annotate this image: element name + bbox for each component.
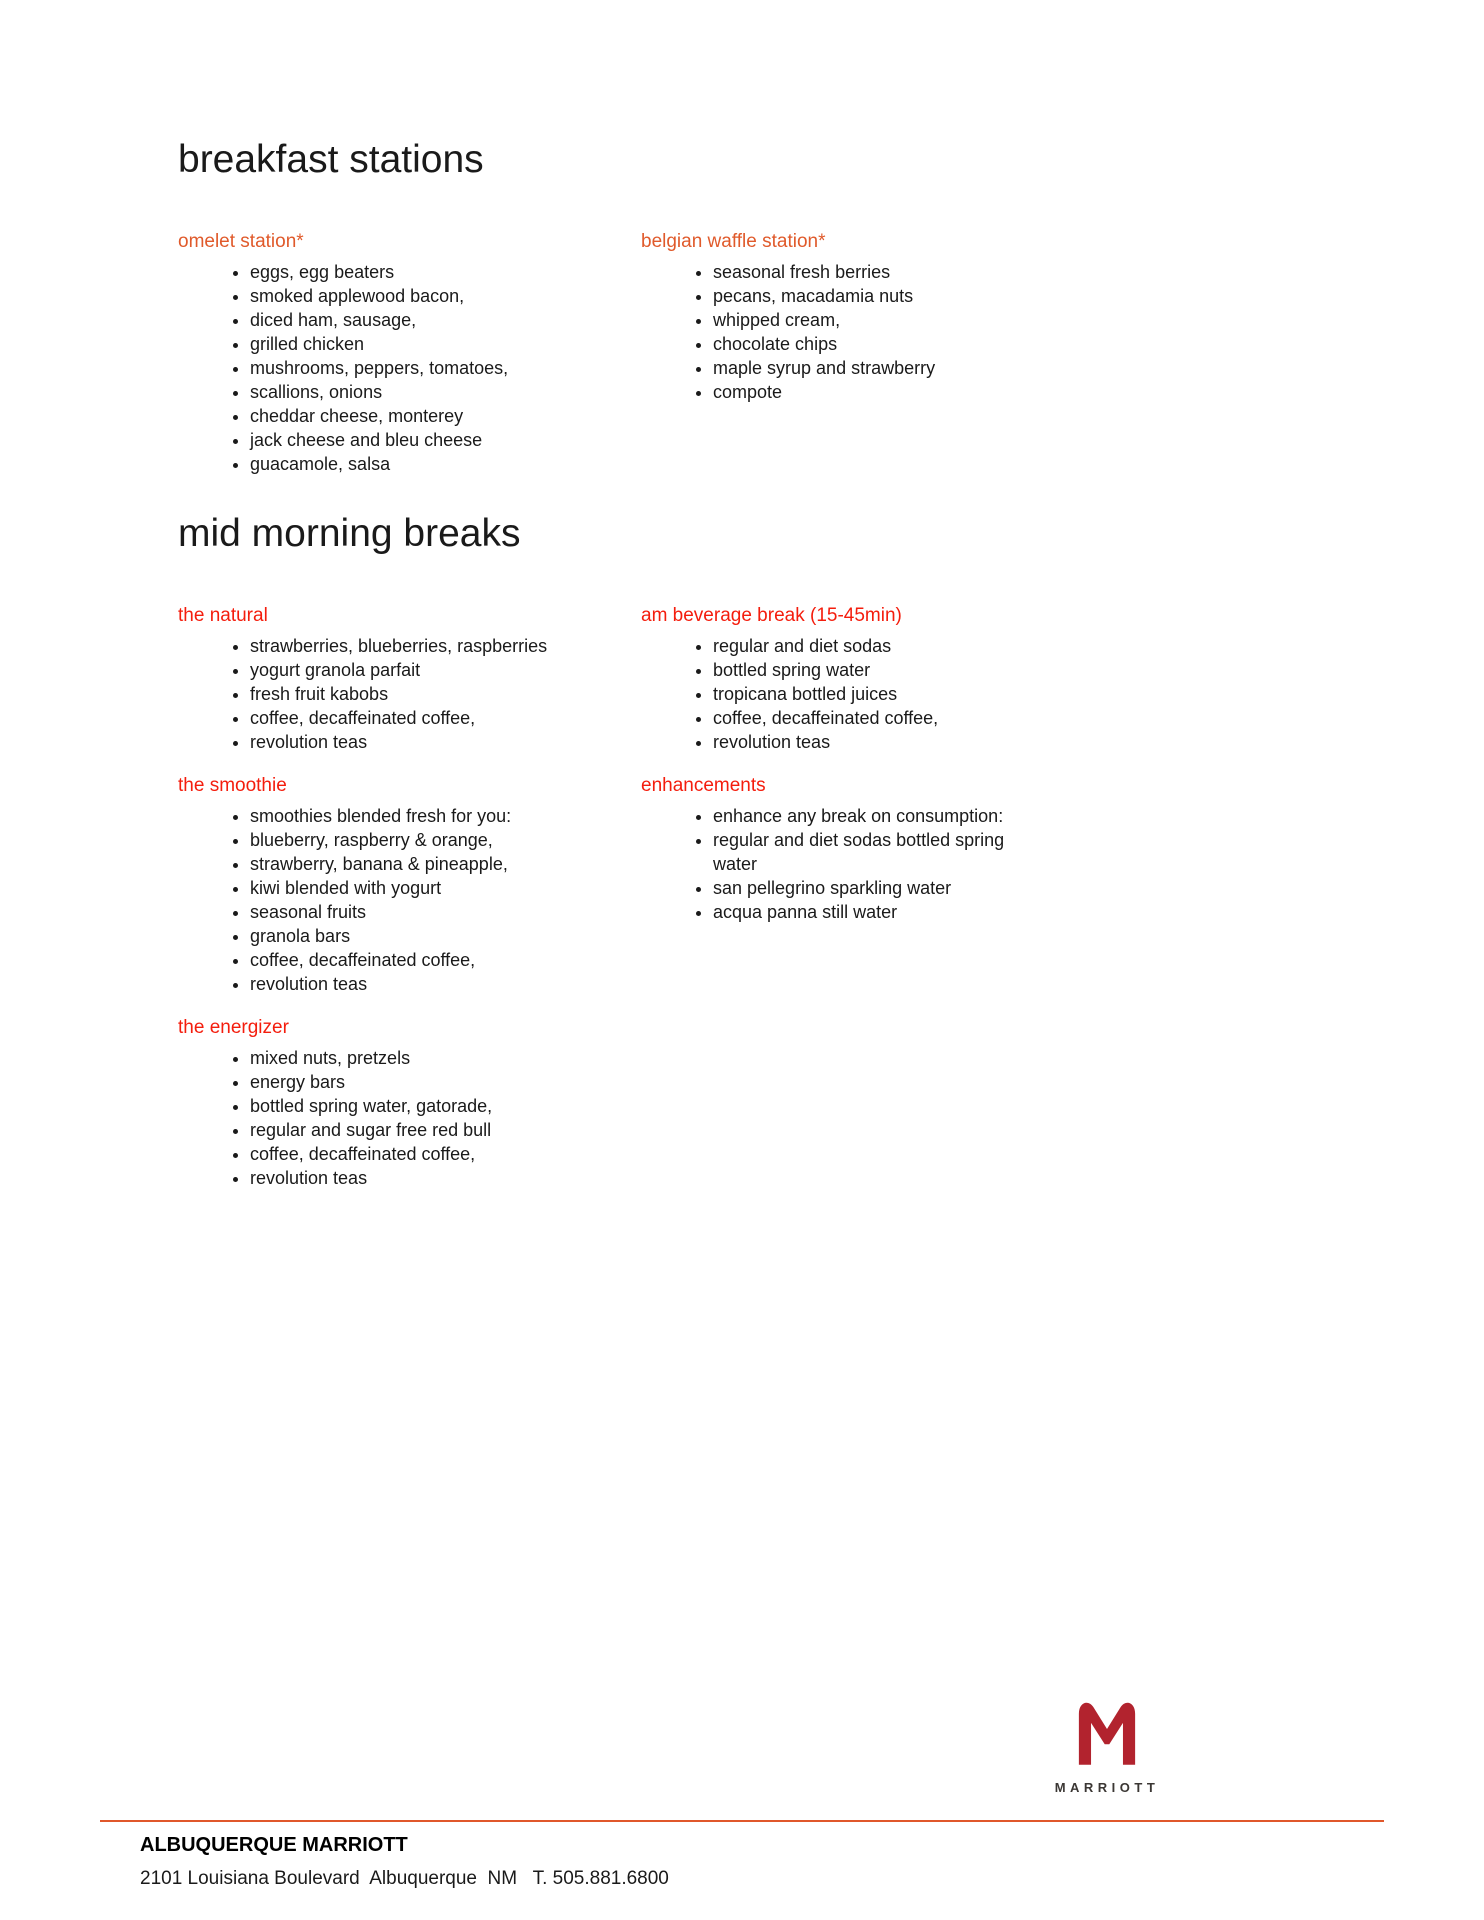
column-right: [641, 604, 1261, 944]
group-heading: belgian waffle station*: [641, 231, 826, 252]
menu-item: • bottled spring water: [713, 658, 1048, 682]
group-heading: the natural: [178, 605, 268, 626]
group-heading: enhancements: [641, 775, 766, 796]
menu-item: • guacamole, salsa: [250, 452, 562, 476]
columns: [178, 230, 1261, 496]
menu-item: • seasonal fruits: [250, 900, 562, 924]
menu-item: • revolution teas: [250, 972, 562, 996]
menu-item: • chocolate chips: [713, 332, 1048, 356]
menu-item: • bottled spring water, gatorade,: [250, 1094, 562, 1118]
hotel-address: 2101 Louisiana Boulevard Albuquerque NM T. 505.881.6800: [140, 1868, 669, 1889]
menu-group-am-beverage-break: [641, 604, 1261, 754]
menu-item: • revolution teas: [713, 730, 1048, 754]
section-mid-morning-breaks: [178, 510, 1261, 1210]
menu-item: • san pellegrino sparkling water: [713, 876, 1048, 900]
menu-item: • smoothies blended fresh for you:: [250, 804, 562, 828]
columns: [178, 604, 1261, 1210]
menu-item: • fresh fruit kabobs: [250, 682, 562, 706]
menu-group-enhancements: [641, 774, 1261, 924]
menu-item: • blueberry, raspberry & orange,: [250, 828, 562, 852]
menu-item-list: [641, 804, 1048, 924]
menu-item: • strawberry, banana & pineapple,: [250, 852, 562, 876]
menu-item-list: [178, 634, 562, 754]
menu-item: • granola bars: [250, 924, 562, 948]
menu-item-list: [178, 1046, 562, 1190]
menu-item-list: [641, 260, 1048, 404]
menu-group-the-smoothie: [178, 774, 641, 996]
section-title: mid morning breaks: [178, 512, 521, 555]
group-heading: omelet station*: [178, 231, 304, 252]
menu-item: • tropicana bottled juices: [713, 682, 1048, 706]
group-heading: am beverage break (15-45min): [641, 605, 902, 626]
menu-item: • mixed nuts, pretzels: [250, 1046, 562, 1070]
section-title: breakfast stations: [178, 138, 484, 181]
menu-item: • diced ham, sausage,: [250, 308, 562, 332]
menu-item: • mushrooms, peppers, tomatoes,: [250, 356, 562, 380]
menu-item: • yogurt granola parfait: [250, 658, 562, 682]
menu-item: • smoked applewood bacon,: [250, 284, 562, 308]
menu-item: • regular and diet sodas: [713, 634, 1048, 658]
menu-item: • revolution teas: [250, 1166, 562, 1190]
hotel-name: ALBUQUERQUE MARRIOTT: [140, 1834, 408, 1856]
menu-item: • scallions, onions: [250, 380, 562, 404]
menu-group-the-natural: [178, 604, 641, 754]
menu-item: • seasonal fresh berries: [713, 260, 1048, 284]
menu-item: • maple syrup and strawberry: [713, 356, 1048, 380]
menu-item: • acqua panna still water: [713, 900, 1048, 924]
marriott-wordmark: MARRIOTT: [1054, 1780, 1160, 1795]
group-heading: the energizer: [178, 1017, 289, 1038]
column-right: [641, 230, 1261, 424]
marriott-m-icon: [1069, 1686, 1145, 1772]
menu-item: • kiwi blended with yogurt: [250, 876, 562, 900]
menu-item: • enhance any break on consumption:: [713, 804, 1048, 828]
menu-item: • coffee, decaffeinated coffee,: [250, 706, 562, 730]
menu-item-list: [178, 804, 562, 996]
menu-item: • pecans, macadamia nuts: [713, 284, 1048, 308]
menu-item: • eggs, egg beaters: [250, 260, 562, 284]
menu-item: • coffee, decaffeinated coffee,: [250, 948, 562, 972]
menu-item: • strawberries, blueberries, raspberries: [250, 634, 562, 658]
menu-item: • coffee, decaffeinated coffee,: [713, 706, 1048, 730]
menu-item-list: [641, 634, 1048, 754]
menu-item: • coffee, decaffeinated coffee,: [250, 1142, 562, 1166]
menu-item: • energy bars: [250, 1070, 562, 1094]
menu-item: • jack cheese and bleu cheese: [250, 428, 562, 452]
menu-group-belgian-waffle-station: [641, 230, 1261, 404]
menu-group-omelet-station: [178, 230, 641, 476]
menu-item: • cheddar cheese, monterey: [250, 404, 562, 428]
menu-item: • regular and diet sodas bottled spring water: [713, 828, 1048, 876]
marriott-logo: [1052, 1686, 1162, 1795]
group-heading: the smoothie: [178, 775, 287, 796]
section-breakfast-stations: [178, 136, 1261, 496]
menu-item: • regular and sugar free red bull: [250, 1118, 562, 1142]
menu-group-the-energizer: [178, 1016, 641, 1190]
column-left: [178, 230, 641, 496]
menu-item: • revolution teas: [250, 730, 562, 754]
footer-divider: [100, 1820, 1384, 1822]
menu-item-list: [178, 260, 562, 476]
menu-item: • compote: [713, 380, 1048, 404]
menu-item: • whipped cream,: [713, 308, 1048, 332]
menu-item: • grilled chicken: [250, 332, 562, 356]
column-left: [178, 604, 641, 1210]
